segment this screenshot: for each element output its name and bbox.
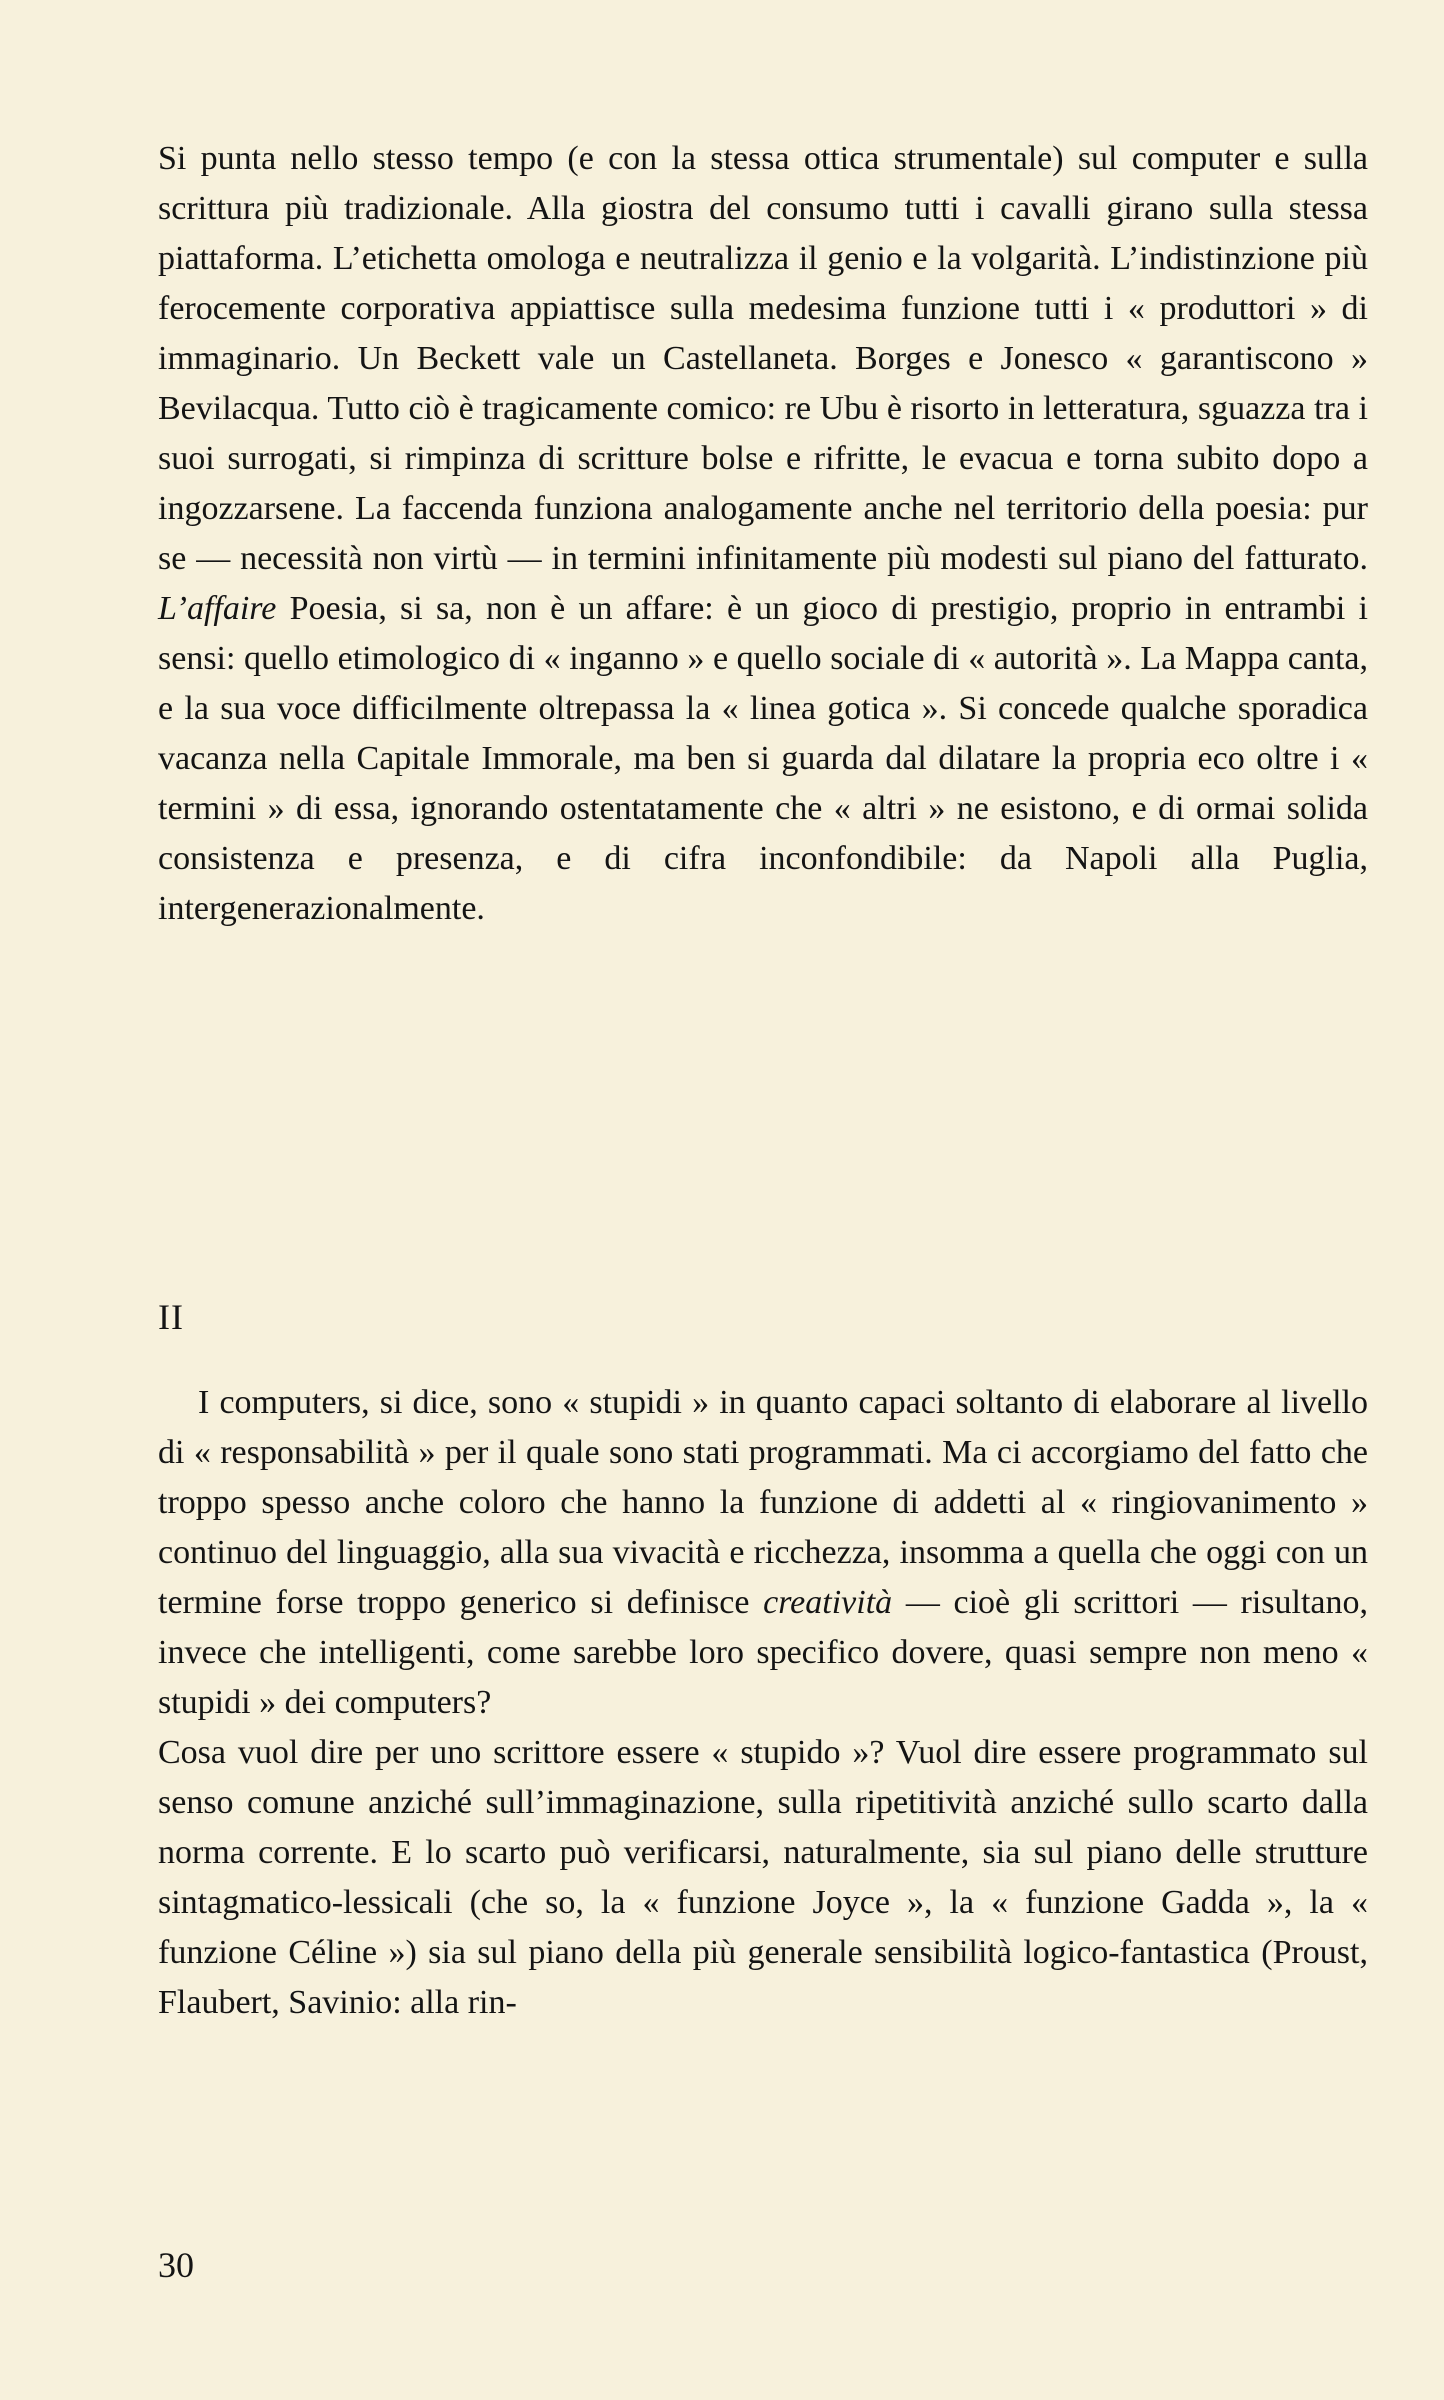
paragraph-text-end: Poesia, si sa, non è un affare: è un gioco di prestigio, proprio in entrambi i sensi: quello etimologico di « inganno » e quello sociale di « autorità ». La Mappa canta, e la sua voce difficilmente oltrepassa la « linea gotica ». Si concede qualche sporadica vacanza nella Capitale Immorale, ma ben si guarda dal dilatare la propria eco oltre i « termini » di essa, ignorando ostentatamente che « altri » ne esistono, e di ormai solida consistenza e presenza, e di cifra inconfondibile: da Napoli alla Puglia, intergenerazionalmente.	[158, 590, 1368, 927]
italic-term: L’affaire	[158, 590, 277, 627]
paragraph: Cosa vuol dire per uno scrittore essere « stupido »? Vuol dire essere programmato sul senso comune anziché sull’immaginazione, sulla ripetitività anziché sullo scarto dalla norma corrente. E lo scarto può verificarsi, naturalmente, sia sul piano delle strutture sintagmatico-lessicali (che so, la « funzione Joyce », la « funzione Gadda », la « funzione Céline ») sia sul piano della più generale sensibilità logico-fantastica (Proust, Flaubert, Savinio: alla rin-	[158, 1734, 1368, 2021]
paragraph	[158, 134, 1368, 934]
section-heading: II	[158, 1297, 184, 1337]
section-two-text	[158, 1378, 1368, 2028]
paragraph-text-end: — cioè gli scrittori — risultano, invece che intelligenti, come sarebbe loro specifico dovere, quasi sempre non meno « stupidi » dei computers?	[158, 1584, 1368, 1721]
paragraph-text: Si punta nello stesso tempo (e con la stessa ottica strumentale) sul computer e sulla scrittura più tradizionale. Alla giostra del consumo tutti i cavalli girano sulla stessa piattaforma. L’etichetta omologa e neutralizza il genio e la volgarità. L’indistinzione più ferocemente corporativa appiattisce sulla medesima funzione tutti i « produttori » di immaginario. Un Beckett vale un Castellaneta. Borges e Jonesco « garantiscono » Bevilacqua. Tutto ciò è tragicamente comico: re Ubu è risorto in letteratura, sguazza tra i suoi surrogati, si rimpinza di scritture bolse e rifritte, le evacua e torna subito dopo a ingozzarsene. La faccenda funziona analogamente anche nel territorio della poesia: pur se — necessità non virtù — in termini infinitamente più modesti sul piano del fatturato.	[158, 140, 1368, 577]
page-number: 30	[158, 2245, 194, 2285]
section-one-text	[158, 134, 1368, 934]
paragraph-text: I computers, si dice, sono « stupidi » in quanto capaci soltanto di elaborare al livello di « responsabilità » per il quale sono stati programmati. Ma ci accorgiamo del fatto che troppo spesso anche coloro che hanno la funzione di addetti al « ringiovanimento » continuo del linguaggio, alla sua vivacità e ricchezza, insomma a quella che oggi con un termine forse troppo generico si definisce	[158, 1384, 1368, 1621]
italic-term: creatività	[763, 1584, 893, 1621]
paragraph	[158, 1378, 1368, 1728]
